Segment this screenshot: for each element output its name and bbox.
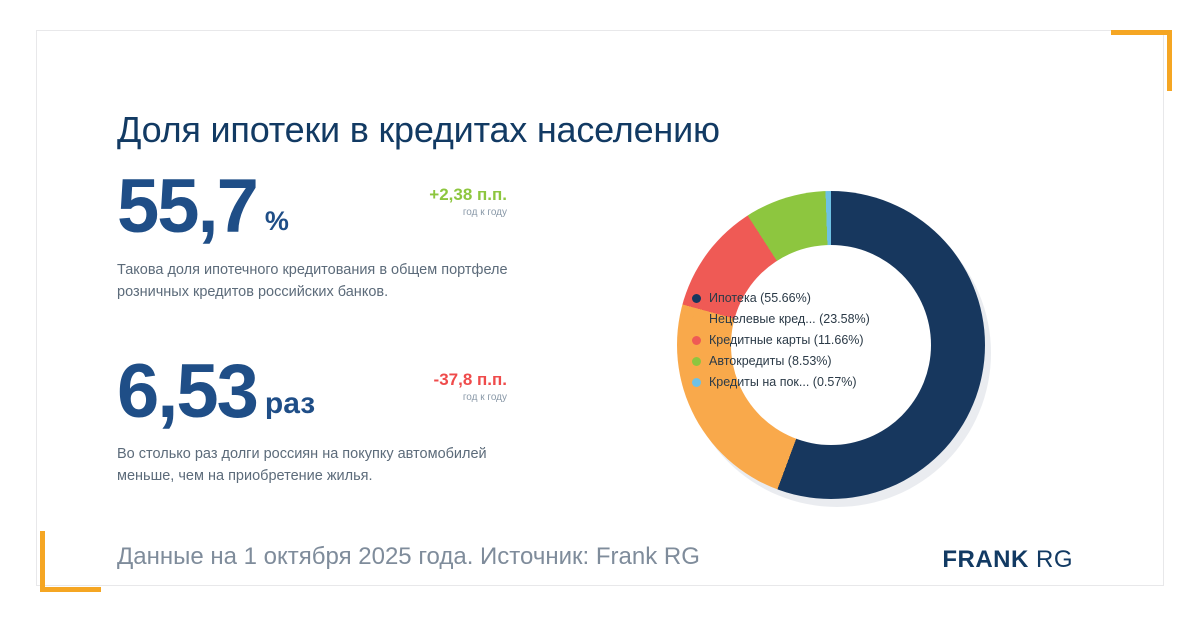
delta-period: год к году [462,391,507,403]
legend-color-dot-icon [692,378,701,387]
brand-name: FRANK [942,546,1029,573]
legend-color-dot-icon [692,357,701,366]
legend-item [692,354,982,368]
legend-color-dot-icon [692,294,701,303]
page-title: Доля ипотеки в кредитах населению [117,109,720,150]
infographic-card [36,30,1164,586]
stat-block-auto-ratio [117,349,316,434]
stat-block-mortgage-share [117,164,289,249]
brand-logo [942,546,1073,574]
stat-value: 55,7 [117,164,257,249]
delta-value: -37,8 п.п. [433,370,507,389]
stat-unit: раз [264,387,316,420]
chart-legend [692,291,982,396]
legend-label: Кредитные карты (11.66%) [709,333,864,347]
stat-delta-mortgage-share [337,186,507,218]
stat-delta-auto-ratio [337,371,507,403]
legend-color-dot-icon [692,336,701,345]
legend-label: Нецелевые кред... (23.58%) [709,312,870,326]
legend-item [692,333,982,347]
legend-label: Ипотека (55.66%) [709,291,811,305]
donut-chart [677,191,997,511]
brand-suffix: RG [1036,546,1073,573]
stat-description-mortgage-share: Такова доля ипотечного кредитования в общем портфеле розничных кредитов российских банков. [117,262,508,301]
legend-color-dot-icon [692,315,701,324]
delta-value: +2,38 п.п. [429,185,507,204]
delta-period: год к году [462,206,507,218]
stat-value: 6,53 [117,349,257,434]
stat-description-auto-ratio: Во столько раз долги россиян на покупку автомобилей меньше, чем на приобретение жилья. [117,446,487,485]
legend-item [692,291,982,305]
footer-source: Данные на 1 октября 2025 года. Источник: Frank RG [117,543,700,570]
legend-label: Автокредиты (8.53%) [709,354,832,368]
stat-unit: % [264,206,289,236]
corner-bracket-bottom-left [40,531,101,592]
legend-item [692,375,982,389]
legend-label: Кредиты на пок... (0.57%) [709,375,857,389]
corner-bracket-top-right [1111,30,1172,91]
legend-item [692,312,982,326]
